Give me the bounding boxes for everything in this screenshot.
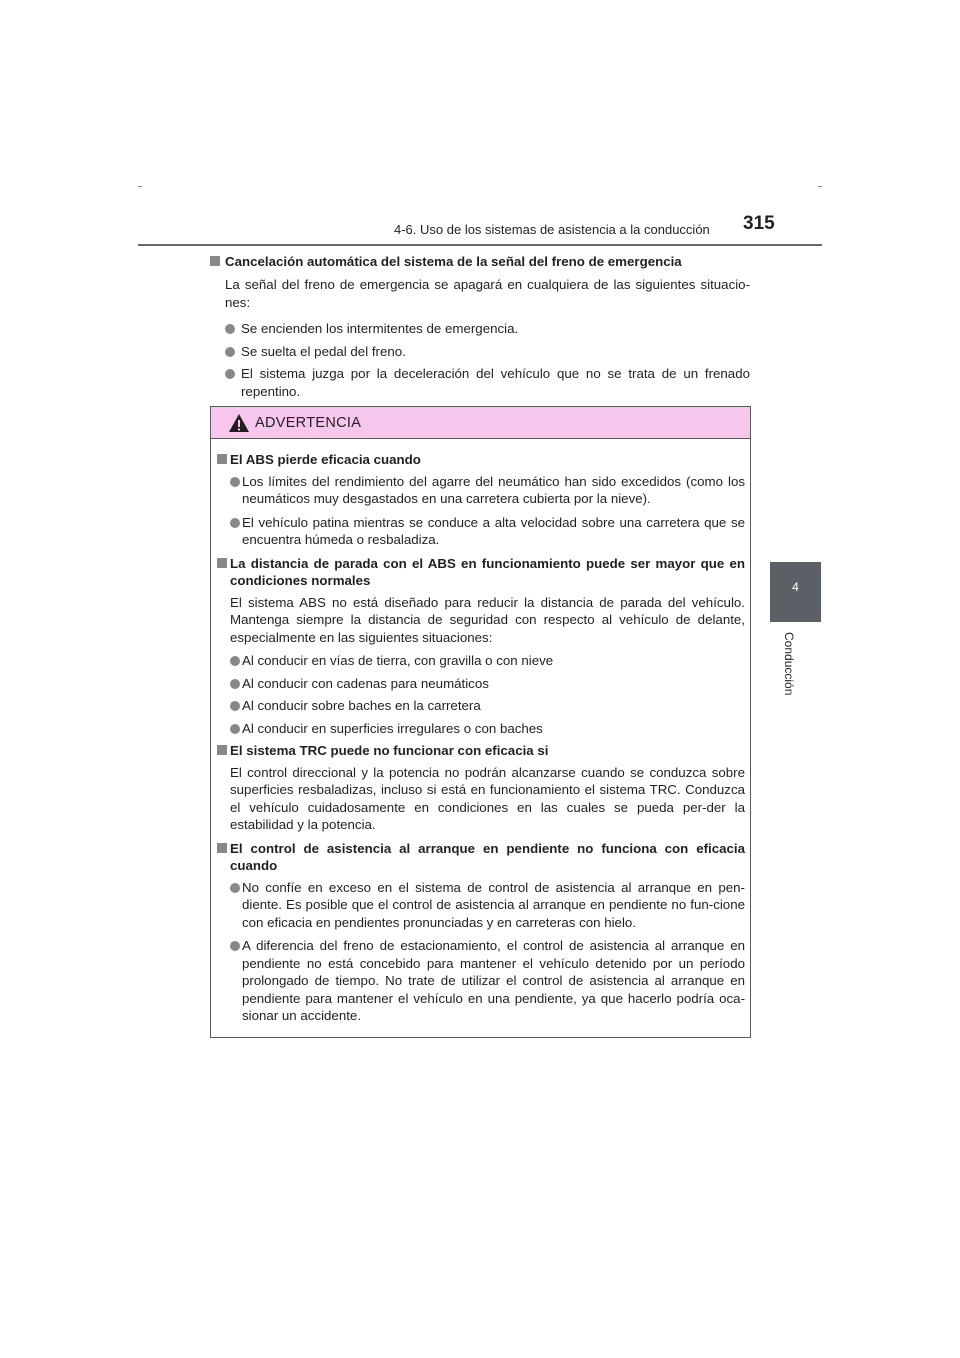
warning-heading xyxy=(217,840,745,875)
list-item xyxy=(217,879,745,932)
bullet-dot-icon xyxy=(230,724,240,734)
chapter-label xyxy=(782,632,806,712)
warning-box xyxy=(210,406,751,1038)
bullet-dot-icon xyxy=(230,941,240,951)
list-item xyxy=(210,320,750,338)
heading-square-icon xyxy=(217,454,227,464)
list-item-text: No confíe en exceso en el sistema de control de asistencia al arranque en pen-diente. Es posible que el control de asistencia al arranque en pendiente no fun-cione con eficacia en pendientes pronunciadas y en carreteras con hielo. xyxy=(242,879,745,930)
warning-header xyxy=(211,407,750,439)
warning-body xyxy=(217,451,745,1025)
list-item xyxy=(217,514,745,549)
list-item-text: Se suelta el pedal del freno. xyxy=(241,343,406,359)
warning-paragraph: El sistema ABS no está diseñado para reducir la distancia de parada del vehículo. Mantenga siempre la distancia de seguridad con respecto al vehículo de delante, especialmente en las siguientes situaciones: xyxy=(230,594,745,645)
warning-title: ADVERTENCIA xyxy=(255,415,362,431)
heading-square-icon xyxy=(217,745,227,755)
bullet-dot-icon xyxy=(230,518,240,528)
list-item-text: El sistema juzga por la deceleración del vehículo que no se trata de un frenado repentino. xyxy=(241,366,750,399)
list-item-text: El vehículo patina mientras se conduce a alta velocidad sobre una carretera que se encuentra húmeda o resbaladiza. xyxy=(242,514,745,547)
list-item-text: Al conducir en vías de tierra, con gravilla o con nieve xyxy=(242,653,554,668)
section-intro: La señal del freno de emergencia se apagará en cualquiera de las siguientes situacio-nes: xyxy=(225,277,750,310)
bullet-dot-icon xyxy=(225,324,235,334)
bullet-dot-icon xyxy=(230,656,240,666)
header-divider xyxy=(138,244,822,246)
list-item xyxy=(217,652,745,670)
warning-heading-text: El sistema TRC puede no funcionar con eficacia si xyxy=(230,743,549,758)
chapter-tab[interactable] xyxy=(770,562,821,622)
list-item-text: A diferencia del freno de estacionamiento, el control de asistencia al arranque en pendiente no está concebido para mantener el vehículo detenido por un período prolongado de tiempo. No trate de utilizar el control de asistencia al arranque en pendiente para mantener el vehículo en una pendiente, ya que hacerlo podría oca-sionar un accidente. xyxy=(242,938,745,1023)
warning-heading-text: La distancia de parada con el ABS en funcionamiento puede ser mayor que en condiciones normales xyxy=(230,555,745,588)
bullet-dot-icon xyxy=(230,883,240,893)
list-item-text: Los límites del rendimiento del agarre del neumático han sido excedidos (como los neumáticos muy desgastados en una carretera cubierta por la nieve). xyxy=(242,473,745,506)
warning-triangle-icon xyxy=(228,413,250,438)
list-item xyxy=(217,720,745,738)
heading-square-icon xyxy=(217,558,227,568)
warning-heading xyxy=(217,555,745,590)
list-item xyxy=(217,697,745,715)
warning-heading-text: El control de asistencia al arranque en pendiente no funciona con eficacia cuando xyxy=(230,840,745,873)
list-item xyxy=(217,675,745,693)
bullet-dot-icon xyxy=(230,679,240,689)
list-item-text: Se encienden los intermitentes de emergencia. xyxy=(241,321,519,336)
warning-paragraph: El control direccional y la potencia no podrán alcanzarse cuando se conduzca sobre superficies resbaladizas, incluso si está en funcionamiento el sistema TRC. Conduzca el vehículo cuidadosamente en condiciones en las cuales se pueda per-der la estabilidad y la potencia. xyxy=(230,764,745,832)
list-item xyxy=(217,473,745,508)
section-heading-text: Cancelación automática del sistema de la señal del freno de emergencia xyxy=(225,254,682,269)
crop-mark-left xyxy=(138,186,142,187)
warning-heading xyxy=(217,451,745,469)
list-item xyxy=(210,365,750,400)
section-title: 4-6. Uso de los sistemas de asistencia a la conducción xyxy=(394,222,710,237)
chapter-label-text: Conducción xyxy=(782,632,796,696)
crop-mark-right xyxy=(818,186,822,187)
bullet-dot-icon xyxy=(230,477,240,487)
bullet-dot-icon xyxy=(225,369,235,379)
chapter-tab-number: 4 xyxy=(792,580,799,594)
heading-square-icon xyxy=(210,256,220,266)
section-heading xyxy=(210,253,750,270)
bullet-dot-icon xyxy=(225,347,235,357)
heading-square-icon xyxy=(217,843,227,853)
section-content xyxy=(210,253,750,400)
list-item xyxy=(217,937,745,1025)
list-item xyxy=(210,343,750,361)
list-item-text: Al conducir en superficies irregulares o con baches xyxy=(242,720,543,736)
warning-heading-text: El ABS pierde eficacia cuando xyxy=(230,452,421,467)
warning-heading xyxy=(217,742,745,760)
list-item-text: Al conducir con cadenas para neumáticos xyxy=(242,675,489,691)
bullet-dot-icon xyxy=(230,701,240,711)
list-item-text: Al conducir sobre baches en la carretera xyxy=(242,698,481,713)
page-number: 315 xyxy=(743,213,775,234)
